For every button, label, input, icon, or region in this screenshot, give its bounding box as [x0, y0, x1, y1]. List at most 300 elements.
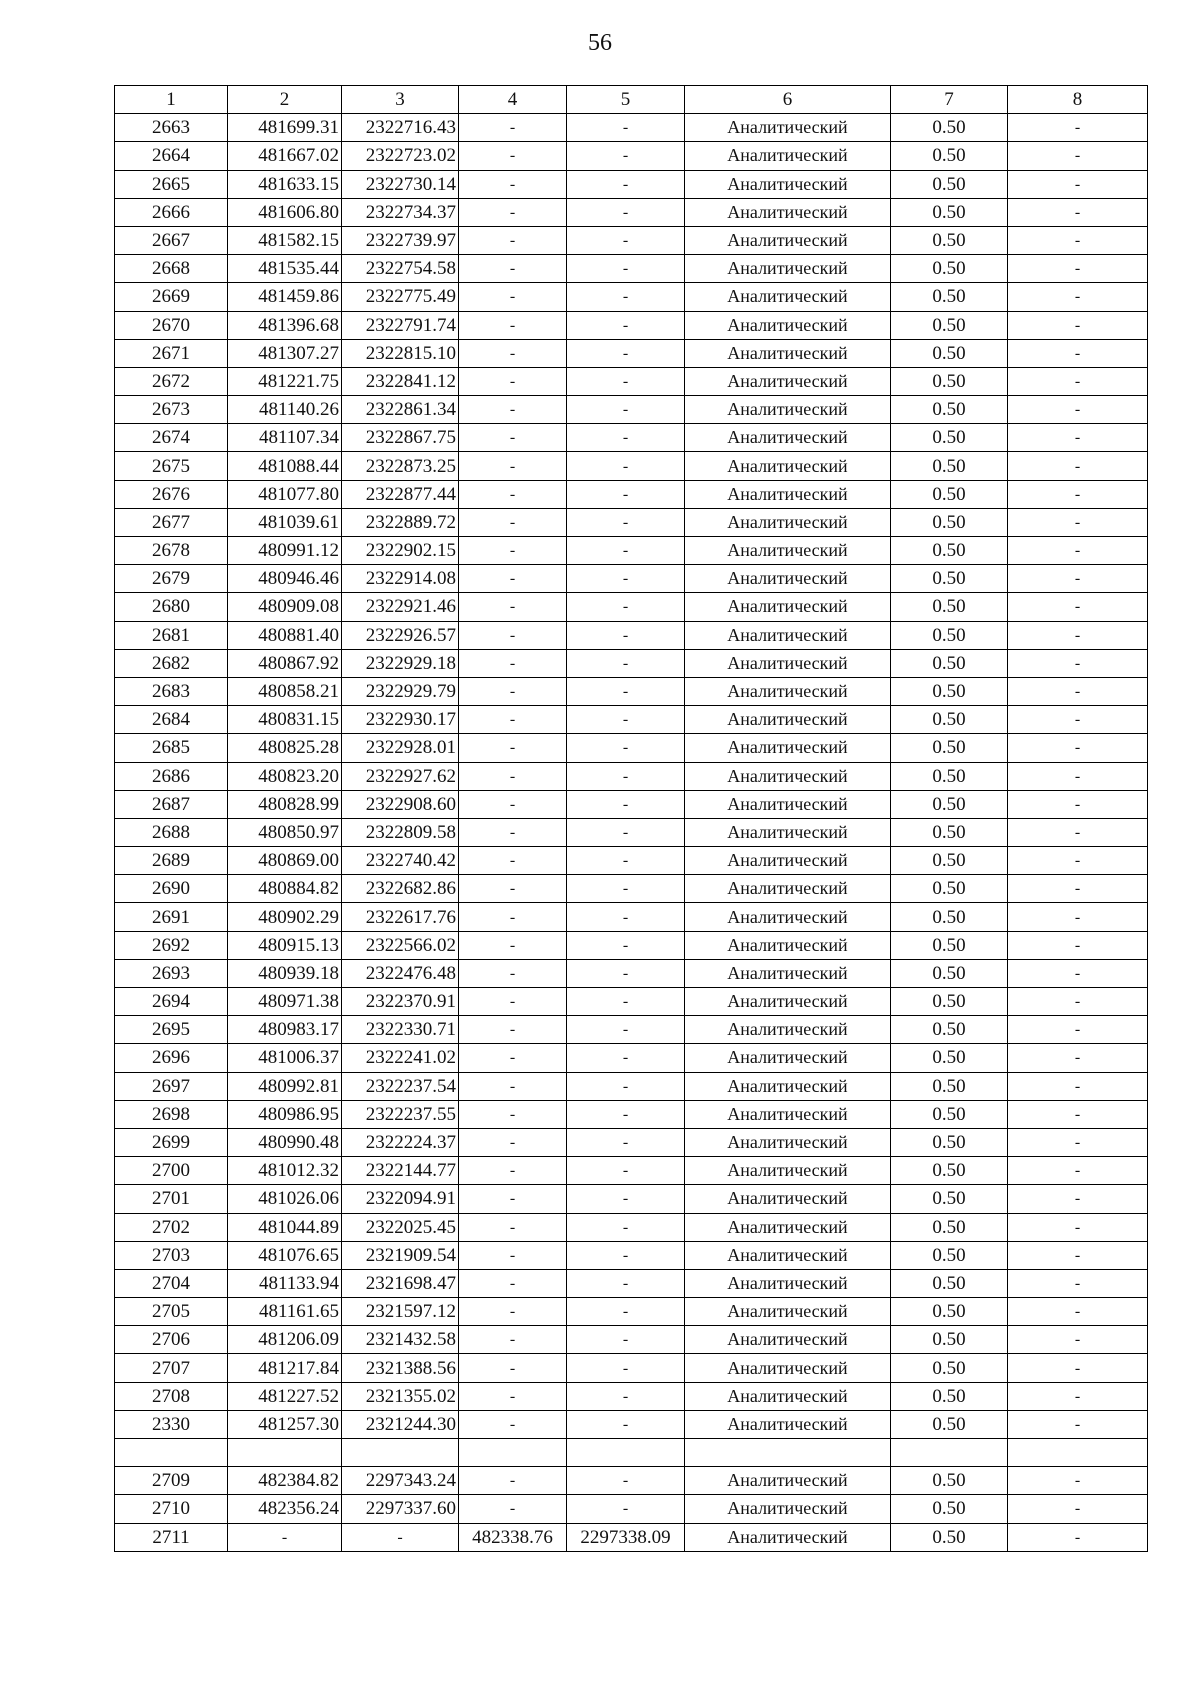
table-cell: 2322370.91 [342, 988, 459, 1016]
table-row [115, 537, 1148, 565]
table-cell: 2697 [115, 1072, 228, 1100]
table-cell: - [342, 1523, 459, 1551]
table-cell: 2667 [115, 226, 228, 254]
table-cell: 2322914.08 [342, 565, 459, 593]
table-row [115, 1326, 1148, 1354]
table-cell: 2322241.02 [342, 1044, 459, 1072]
table-cell: 2322908.60 [342, 790, 459, 818]
table-cell: 2322815.10 [342, 339, 459, 367]
table-cell: 0.50 [891, 283, 1008, 311]
table-row [115, 621, 1148, 649]
table-cell: 481221.75 [228, 367, 342, 395]
table-cell: - [459, 818, 567, 846]
table-cell: - [1008, 424, 1148, 452]
table-row [115, 677, 1148, 705]
table-cell: - [1008, 396, 1148, 424]
table-cell: - [567, 1354, 685, 1382]
table-row [115, 1439, 1148, 1467]
table-cell: Аналитический [685, 339, 891, 367]
table-cell: - [567, 452, 685, 480]
table-cell: 2321388.56 [342, 1354, 459, 1382]
table-cell: 480991.12 [228, 537, 342, 565]
table-cell: - [1008, 734, 1148, 762]
table-row [115, 1382, 1148, 1410]
table-cell: 480823.20 [228, 762, 342, 790]
table-cell: 2686 [115, 762, 228, 790]
table-cell: Аналитический [685, 1467, 891, 1495]
table-cell: - [1008, 283, 1148, 311]
table-cell: 0.50 [891, 818, 1008, 846]
table-cell: - [567, 508, 685, 536]
table-cell: 0.50 [891, 565, 1008, 593]
table-cell: - [459, 593, 567, 621]
table-cell: 2663 [115, 114, 228, 142]
table-cell: - [567, 396, 685, 424]
table-cell: Аналитический [685, 1016, 891, 1044]
table-cell: - [567, 931, 685, 959]
table-cell [342, 1439, 459, 1467]
table-cell: 0.50 [891, 537, 1008, 565]
table-cell: - [567, 593, 685, 621]
table-cell: 0.50 [891, 1523, 1008, 1551]
table-cell: 480884.82 [228, 875, 342, 903]
table-cell: 2322224.37 [342, 1128, 459, 1156]
table-cell: 481044.89 [228, 1213, 342, 1241]
table-cell: Аналитический [685, 311, 891, 339]
table-cell: - [1008, 1128, 1148, 1156]
table-cell: - [567, 1298, 685, 1326]
table-row [115, 1157, 1148, 1185]
table-row [115, 734, 1148, 762]
table-cell: 481227.52 [228, 1382, 342, 1410]
table-cell: Аналитический [685, 1354, 891, 1382]
table-cell: 0.50 [891, 706, 1008, 734]
table-cell: 0.50 [891, 621, 1008, 649]
table-cell: - [459, 1157, 567, 1185]
table-cell: - [567, 142, 685, 170]
table-cell: 0.50 [891, 170, 1008, 198]
table-row [115, 1354, 1148, 1382]
table-cell: 0.50 [891, 649, 1008, 677]
table-cell: 2322723.02 [342, 142, 459, 170]
table-cell: 2321244.30 [342, 1410, 459, 1438]
table-cell: Аналитический [685, 818, 891, 846]
table-cell: Аналитический [685, 847, 891, 875]
table-cell: 2701 [115, 1185, 228, 1213]
table-cell: - [567, 198, 685, 226]
table-cell: 2322927.62 [342, 762, 459, 790]
table-cell: Аналитический [685, 170, 891, 198]
table-cell: 481582.15 [228, 226, 342, 254]
table-cell: 480946.46 [228, 565, 342, 593]
table-cell: 480858.21 [228, 677, 342, 705]
table-row [115, 593, 1148, 621]
table-cell: - [567, 1269, 685, 1297]
table-cell: 2322025.45 [342, 1213, 459, 1241]
table-cell: Аналитический [685, 988, 891, 1016]
table-cell: Аналитический [685, 1382, 891, 1410]
table-cell: 482338.76 [459, 1523, 567, 1551]
table-row [115, 339, 1148, 367]
table-cell: 480850.97 [228, 818, 342, 846]
table-row [115, 875, 1148, 903]
table-cell: 2711 [115, 1523, 228, 1551]
table-cell: - [567, 537, 685, 565]
table-cell: - [567, 1326, 685, 1354]
table-cell: Аналитический [685, 621, 891, 649]
table-cell [459, 1439, 567, 1467]
table-cell: - [567, 565, 685, 593]
table-cell: 0.50 [891, 339, 1008, 367]
table-cell: 2694 [115, 988, 228, 1016]
table-cell: 481206.09 [228, 1326, 342, 1354]
table-cell: 0.50 [891, 396, 1008, 424]
table-row [115, 311, 1148, 339]
table-cell: 2700 [115, 1157, 228, 1185]
table-cell: 480828.99 [228, 790, 342, 818]
table-row [115, 818, 1148, 846]
table-cell: 0.50 [891, 1382, 1008, 1410]
table-cell: 481257.30 [228, 1410, 342, 1438]
table-row [115, 367, 1148, 395]
table-cell: - [459, 311, 567, 339]
table-cell: - [1008, 1185, 1148, 1213]
table-cell: 2322889.72 [342, 508, 459, 536]
header-row [115, 86, 1148, 114]
table-cell: 2322867.75 [342, 424, 459, 452]
table-cell: - [459, 198, 567, 226]
table-cell: - [459, 1241, 567, 1269]
table-row [115, 762, 1148, 790]
table-cell: 0.50 [891, 1326, 1008, 1354]
table-cell: 480909.08 [228, 593, 342, 621]
table-cell: 2692 [115, 931, 228, 959]
table-row [115, 283, 1148, 311]
table-cell: 2322902.15 [342, 537, 459, 565]
table-cell [1008, 1439, 1148, 1467]
table-cell: 2703 [115, 1241, 228, 1269]
table-row [115, 1072, 1148, 1100]
table-cell: 2322873.25 [342, 452, 459, 480]
table-cell: 0.50 [891, 1044, 1008, 1072]
table-cell: - [567, 621, 685, 649]
table-cell: 481667.02 [228, 142, 342, 170]
table-cell: Аналитический [685, 367, 891, 395]
table-row [115, 649, 1148, 677]
table-cell: 2321597.12 [342, 1298, 459, 1326]
table-cell [115, 1439, 228, 1467]
table-row [115, 1213, 1148, 1241]
table-cell: Аналитический [685, 593, 891, 621]
table-cell: - [567, 1495, 685, 1523]
table-cell: - [459, 1467, 567, 1495]
table-row [115, 170, 1148, 198]
table-cell: 2710 [115, 1495, 228, 1523]
table-cell: - [1008, 621, 1148, 649]
table-cell: - [567, 959, 685, 987]
table-row [115, 1016, 1148, 1044]
table-row [115, 565, 1148, 593]
table-cell: - [1008, 875, 1148, 903]
table-cell: Аналитический [685, 480, 891, 508]
table-cell: - [459, 1044, 567, 1072]
table-cell: 0.50 [891, 734, 1008, 762]
table-cell: Аналитический [685, 875, 891, 903]
table-cell: 0.50 [891, 875, 1008, 903]
table-cell: - [567, 367, 685, 395]
table-cell: 480915.13 [228, 931, 342, 959]
table-cell: 2321698.47 [342, 1269, 459, 1297]
table-row [115, 1100, 1148, 1128]
table-cell: 2322861.34 [342, 396, 459, 424]
table-cell: 0.50 [891, 1128, 1008, 1156]
table-cell: 2322682.86 [342, 875, 459, 903]
table-cell: 481088.44 [228, 452, 342, 480]
table-cell: Аналитический [685, 1185, 891, 1213]
table-cell: - [459, 170, 567, 198]
table-cell: 481006.37 [228, 1044, 342, 1072]
table-cell: - [567, 339, 685, 367]
table-cell: 2676 [115, 480, 228, 508]
table-cell: 2322716.43 [342, 114, 459, 142]
table-row [115, 1044, 1148, 1072]
table-cell: Аналитический [685, 565, 891, 593]
table-row [115, 959, 1148, 987]
table-row [115, 1128, 1148, 1156]
table-cell: Аналитический [685, 1044, 891, 1072]
table-cell: 2664 [115, 142, 228, 170]
table-cell: Аналитический [685, 1523, 891, 1551]
table-cell: 2675 [115, 452, 228, 480]
column-header: 8 [1008, 86, 1148, 114]
table-cell: Аналитический [685, 1269, 891, 1297]
table-cell: - [1008, 1016, 1148, 1044]
table-cell: - [567, 1072, 685, 1100]
table-cell: Аналитический [685, 1495, 891, 1523]
table-cell: - [1008, 847, 1148, 875]
table-cell: - [567, 734, 685, 762]
table-cell: 2698 [115, 1100, 228, 1128]
table-cell: - [1008, 762, 1148, 790]
table-cell: 2322921.46 [342, 593, 459, 621]
table-cell: - [567, 847, 685, 875]
table-cell: 2322734.37 [342, 198, 459, 226]
table-cell: 2322144.77 [342, 1157, 459, 1185]
table-cell: 2322739.97 [342, 226, 459, 254]
table-cell: Аналитический [685, 198, 891, 226]
table-row [115, 1467, 1148, 1495]
table-cell [891, 1439, 1008, 1467]
table-cell: Аналитический [685, 931, 891, 959]
table-cell: - [1008, 1072, 1148, 1100]
table-cell: - [1008, 537, 1148, 565]
table-cell: 0.50 [891, 114, 1008, 142]
table-cell: - [567, 255, 685, 283]
table-cell: - [1008, 339, 1148, 367]
table-cell: - [459, 988, 567, 1016]
table-cell: - [459, 875, 567, 903]
table-cell: 2322330.71 [342, 1016, 459, 1044]
table-cell: 0.50 [891, 931, 1008, 959]
table-cell: Аналитический [685, 452, 891, 480]
table-cell: 2672 [115, 367, 228, 395]
table-cell: 0.50 [891, 480, 1008, 508]
table-cell: 2322754.58 [342, 255, 459, 283]
table-cell: 0.50 [891, 790, 1008, 818]
table-cell: 0.50 [891, 1241, 1008, 1269]
table-cell: - [459, 508, 567, 536]
table-cell: - [1008, 706, 1148, 734]
table-cell: 0.50 [891, 255, 1008, 283]
table-cell: - [567, 875, 685, 903]
table-cell: 2678 [115, 537, 228, 565]
table-cell: 2683 [115, 677, 228, 705]
table-row [115, 480, 1148, 508]
table-cell: - [1008, 1495, 1148, 1523]
table-cell: - [567, 480, 685, 508]
table-cell: 0.50 [891, 903, 1008, 931]
table-cell: 482356.24 [228, 1495, 342, 1523]
table-cell: - [567, 706, 685, 734]
table-cell: 2330 [115, 1410, 228, 1438]
table-cell: - [567, 677, 685, 705]
table-cell: - [567, 988, 685, 1016]
table-cell: 2689 [115, 847, 228, 875]
table-cell: 0.50 [891, 1298, 1008, 1326]
table-cell: 2322929.79 [342, 677, 459, 705]
table-cell: 2677 [115, 508, 228, 536]
table-cell: - [1008, 1213, 1148, 1241]
table-cell: - [228, 1523, 342, 1551]
table-cell: - [1008, 508, 1148, 536]
table-row [115, 1523, 1148, 1551]
table-cell: 481633.15 [228, 170, 342, 198]
table-cell: Аналитический [685, 424, 891, 452]
table-cell: 2321355.02 [342, 1382, 459, 1410]
table-cell: 2322730.14 [342, 170, 459, 198]
table-cell: - [1008, 677, 1148, 705]
table-cell: - [567, 818, 685, 846]
table-cell: - [1008, 142, 1148, 170]
table-cell: 2684 [115, 706, 228, 734]
table-cell: - [459, 762, 567, 790]
table-cell: 0.50 [891, 1467, 1008, 1495]
table-cell: 2707 [115, 1354, 228, 1382]
table-cell: 2682 [115, 649, 228, 677]
table-cell: - [1008, 1523, 1148, 1551]
table-cell: 2322809.58 [342, 818, 459, 846]
column-header: 1 [115, 86, 228, 114]
table-cell: - [459, 931, 567, 959]
table-cell: 2690 [115, 875, 228, 903]
table-cell: - [459, 1326, 567, 1354]
table-cell: - [459, 677, 567, 705]
table-cell: 0.50 [891, 198, 1008, 226]
table-cell: 2322929.18 [342, 649, 459, 677]
table-cell: 481077.80 [228, 480, 342, 508]
table-cell: 0.50 [891, 311, 1008, 339]
table-cell: 2674 [115, 424, 228, 452]
table-cell: - [567, 649, 685, 677]
table-cell: - [1008, 1241, 1148, 1269]
table-cell: - [567, 903, 685, 931]
table-cell: - [459, 537, 567, 565]
table-cell: 480992.81 [228, 1072, 342, 1100]
table-cell: 2322237.54 [342, 1072, 459, 1100]
table-cell: - [567, 1410, 685, 1438]
table-cell: Аналитический [685, 114, 891, 142]
table-cell: 2322928.01 [342, 734, 459, 762]
table-cell: Аналитический [685, 1298, 891, 1326]
table-cell: - [459, 903, 567, 931]
table-cell: - [1008, 452, 1148, 480]
table-cell: - [459, 621, 567, 649]
table-cell: - [459, 1185, 567, 1213]
table-cell: 481161.65 [228, 1298, 342, 1326]
table-cell: 480869.00 [228, 847, 342, 875]
table-cell: - [459, 1354, 567, 1382]
table-cell: 0.50 [891, 847, 1008, 875]
table-cell: 0.50 [891, 1100, 1008, 1128]
table-cell: - [459, 847, 567, 875]
table-cell: 2696 [115, 1044, 228, 1072]
table-row [115, 1298, 1148, 1326]
table-cell: - [459, 142, 567, 170]
table-cell: 2321909.54 [342, 1241, 459, 1269]
table-row [115, 1495, 1148, 1523]
table-cell: Аналитический [685, 706, 891, 734]
table-cell: 2693 [115, 959, 228, 987]
table-cell: - [459, 1128, 567, 1156]
table-cell: 0.50 [891, 1269, 1008, 1297]
table-row [115, 903, 1148, 931]
table-cell: 0.50 [891, 677, 1008, 705]
table-cell: 2708 [115, 1382, 228, 1410]
table-cell: - [1008, 649, 1148, 677]
table-cell: 480990.48 [228, 1128, 342, 1156]
table-cell: - [459, 452, 567, 480]
table-cell: 2322926.57 [342, 621, 459, 649]
table-cell: 0.50 [891, 142, 1008, 170]
table-cell: 2680 [115, 593, 228, 621]
table-cell: - [1008, 903, 1148, 931]
table-cell: 481535.44 [228, 255, 342, 283]
table-cell: Аналитический [685, 959, 891, 987]
table-cell: Аналитический [685, 762, 891, 790]
table-cell: Аналитический [685, 649, 891, 677]
table-cell: - [1008, 1100, 1148, 1128]
table-cell: 481107.34 [228, 424, 342, 452]
table-cell: 480983.17 [228, 1016, 342, 1044]
table-cell: Аналитический [685, 903, 891, 931]
table-cell: - [567, 1241, 685, 1269]
table-cell: - [1008, 198, 1148, 226]
table-cell: - [1008, 988, 1148, 1016]
column-header: 7 [891, 86, 1008, 114]
table-cell: 0.50 [891, 508, 1008, 536]
table-cell: 481699.31 [228, 114, 342, 142]
coordinates-table [114, 85, 1148, 1552]
table-cell: 2665 [115, 170, 228, 198]
table-cell: - [567, 1128, 685, 1156]
table-row [115, 255, 1148, 283]
page-number: 56 [588, 30, 612, 56]
table-cell: 2706 [115, 1326, 228, 1354]
table-cell: 0.50 [891, 988, 1008, 1016]
table-cell: 2695 [115, 1016, 228, 1044]
table-cell: 2322094.91 [342, 1185, 459, 1213]
column-header: 4 [459, 86, 567, 114]
